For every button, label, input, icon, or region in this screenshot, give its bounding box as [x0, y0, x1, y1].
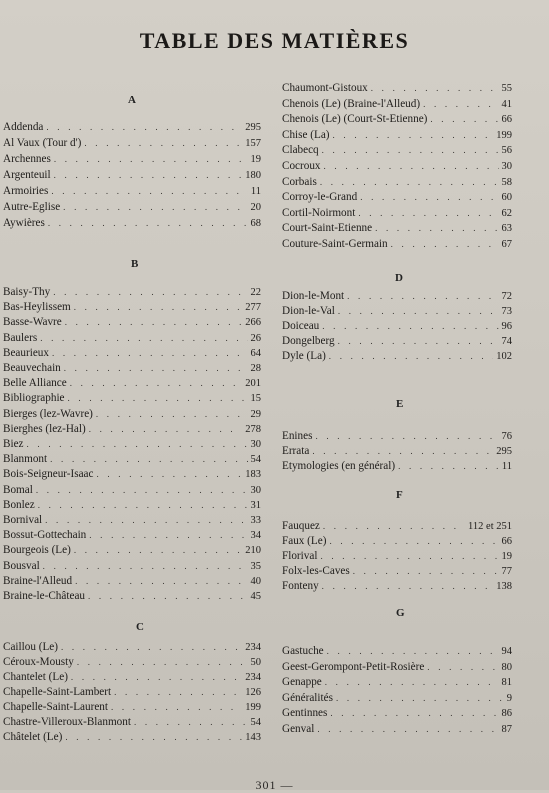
entry-page-number: 86 — [501, 708, 512, 719]
dot-leader — [65, 729, 242, 745]
entry-name: Bibliographie — [3, 392, 65, 405]
dot-leader — [333, 127, 494, 143]
entry-name: Bierghes (lez-Hal) — [3, 422, 86, 435]
index-entry — [282, 674, 512, 690]
entry-name: Armoiries — [3, 185, 49, 197]
entry-name: Gentinnes — [282, 707, 328, 719]
entry-page-number: 81 — [501, 677, 512, 688]
dot-leader — [54, 167, 243, 183]
entry-page-number: 58 — [501, 176, 512, 188]
dot-leader — [353, 563, 499, 579]
dot-leader — [51, 183, 248, 199]
dot-leader — [96, 406, 248, 422]
index-entry — [282, 458, 512, 474]
dot-leader — [323, 518, 465, 534]
dot-leader — [111, 699, 242, 715]
index-entry — [282, 189, 512, 205]
index-entry — [3, 390, 261, 406]
entry-page-number: 266 — [245, 317, 261, 329]
dot-leader — [338, 303, 499, 319]
entry-name: Autre-Eglise — [3, 201, 61, 213]
index-entry — [3, 714, 261, 730]
index-entry — [282, 333, 512, 349]
dot-leader — [65, 314, 243, 330]
section-letter-a: A — [128, 94, 136, 106]
dot-leader — [114, 684, 242, 700]
index-entry — [282, 533, 512, 549]
entry-name: Argenteuil — [3, 169, 51, 181]
entry-name: Errata — [282, 445, 310, 457]
index-entry — [3, 729, 261, 745]
entry-name: Fauquez — [282, 520, 320, 532]
entry-page-number: 55 — [501, 83, 512, 94]
entry-page-number: 34 — [250, 530, 261, 542]
index-entry — [3, 215, 261, 231]
entry-page-number: 72 — [501, 291, 512, 302]
index-entry — [282, 348, 512, 364]
entry-name: Doiceau — [282, 320, 320, 332]
page-number: 301 — — [255, 778, 294, 792]
entry-name: Bonlez — [3, 498, 35, 511]
index-entry — [282, 158, 512, 174]
entry-page-number: 183 — [245, 469, 261, 481]
dot-leader — [336, 690, 504, 706]
entry-name: Chapelle-Saint-Laurent — [3, 701, 108, 713]
entry-name: Dion-le-Mont — [282, 290, 345, 302]
index-entry — [3, 199, 261, 215]
dot-leader — [75, 573, 247, 589]
entry-name: Dion-le-Val — [282, 305, 335, 317]
section-letter-b: B — [131, 258, 139, 270]
dot-leader — [89, 421, 243, 437]
index-entry — [3, 436, 261, 452]
dot-leader — [70, 375, 243, 391]
entry-page-number: 94 — [501, 646, 512, 657]
index-entry — [282, 142, 512, 158]
entry-page-number: 234 — [245, 642, 261, 653]
entry-name: Blanmont — [3, 453, 48, 466]
index-entry — [3, 699, 261, 715]
entry-name: Braine-l'Alleud — [3, 574, 73, 587]
dot-leader — [50, 451, 247, 467]
index-entry — [282, 205, 512, 221]
index-entry — [282, 303, 512, 319]
dot-leader — [322, 578, 494, 594]
entry-page-number: 96 — [501, 321, 512, 332]
entry-name: Biez — [3, 438, 24, 450]
entry-page-number: 77 — [501, 566, 512, 577]
dot-leader — [320, 174, 499, 190]
entry-page-number: 30 — [250, 439, 261, 450]
section-letter-e: E — [396, 398, 404, 410]
dot-leader — [45, 512, 247, 528]
entry-name: Fonteny — [282, 580, 319, 592]
dot-leader — [64, 360, 248, 376]
entry-name: Etymologies (en général) — [282, 460, 396, 472]
dot-leader — [74, 542, 242, 558]
index-entry — [3, 466, 261, 482]
index-entry — [3, 135, 261, 151]
index-entry — [282, 563, 512, 579]
entry-page-number: 22 — [250, 287, 261, 298]
entry-page-number: 199 — [245, 702, 261, 713]
entry-name: Baulers — [3, 331, 38, 344]
entry-name: Céroux-Mousty — [3, 656, 74, 668]
entry-page-number: 11 — [501, 461, 512, 472]
index-entry — [282, 721, 512, 737]
section-letter-c: C — [136, 621, 144, 633]
dot-leader — [325, 674, 499, 690]
entry-name: Enines — [282, 430, 313, 442]
dot-leader — [329, 533, 498, 549]
dot-leader — [71, 669, 242, 685]
entry-page-number: 102 — [496, 351, 512, 362]
dot-leader — [61, 639, 242, 655]
entry-name: Genval — [282, 722, 315, 735]
entry-page-number: 41 — [501, 98, 512, 110]
index-entry — [282, 705, 512, 721]
index-entry — [3, 119, 261, 135]
dot-leader — [427, 659, 498, 675]
entry-name: Dongelberg — [282, 335, 335, 347]
entry-page-number: 35 — [250, 560, 261, 572]
dot-leader — [423, 96, 498, 112]
index-entry — [282, 127, 512, 143]
entry-name: Corroy-le-Grand — [282, 191, 358, 204]
entry-name: Bossut-Gottechain — [3, 529, 87, 542]
dot-leader — [97, 466, 243, 482]
index-entry — [3, 527, 261, 543]
entry-page-number: 277 — [245, 302, 261, 314]
index-entry — [282, 578, 512, 594]
index-entry — [282, 318, 512, 334]
index-entry — [282, 428, 512, 444]
index-entry — [282, 220, 512, 236]
index-entry — [282, 236, 512, 252]
entry-name: Caillou (Le) — [3, 641, 58, 653]
entry-page-number: 295 — [245, 122, 261, 133]
entry-name: Al Vaux (Tour d') — [3, 137, 82, 149]
dot-leader — [327, 643, 499, 659]
dot-leader — [43, 558, 248, 574]
dot-leader — [330, 705, 498, 721]
entry-page-number: 19 — [250, 154, 261, 165]
dot-leader — [312, 443, 493, 459]
index-entry — [3, 167, 261, 183]
entry-name: Chantelet (Le) — [3, 671, 68, 683]
dot-leader — [27, 436, 248, 452]
entry-page-number: 73 — [501, 306, 512, 317]
entry-page-number: 138 — [496, 581, 512, 592]
dot-leader — [360, 189, 498, 205]
entry-name: Bomal — [3, 483, 33, 496]
entry-name: Basse-Wavre — [3, 316, 62, 329]
entry-page-number: 33 — [250, 515, 261, 526]
index-entry — [282, 548, 512, 564]
entry-name: Bousval — [3, 559, 40, 572]
entry-name: Châtelet (Le) — [3, 731, 63, 743]
entry-page-number: 112 et 251 — [468, 521, 512, 532]
entry-page-number: 143 — [245, 732, 261, 743]
index-entry — [3, 299, 261, 315]
entry-page-number: 199 — [496, 129, 512, 141]
entry-name: Couture-Saint-Germain — [282, 238, 388, 250]
index-entry — [3, 512, 261, 528]
index-entry — [3, 542, 261, 558]
entry-page-number: 30 — [250, 484, 261, 496]
entry-name: Court-Saint-Etienne — [282, 222, 373, 235]
dot-leader — [53, 284, 247, 300]
dot-leader — [322, 318, 498, 334]
index-entry — [3, 330, 261, 346]
entry-name: Bois-Seigneur-Isaac — [3, 468, 94, 481]
entry-name: Chapelle-Saint-Lambert — [3, 686, 112, 698]
dot-leader — [89, 527, 247, 543]
index-entry — [3, 558, 261, 574]
index-entry — [3, 345, 261, 361]
entry-name: Chastre-Villeroux-Blanmont — [3, 716, 131, 728]
entry-name: Florival — [282, 550, 318, 562]
entry-name: Beaurieux — [3, 346, 49, 359]
index-entry — [3, 451, 261, 467]
dot-leader — [38, 497, 248, 513]
entry-page-number: 74 — [501, 336, 512, 347]
entry-name: Folx-les-Caves — [282, 565, 350, 577]
entry-page-number: 30 — [501, 161, 512, 172]
entry-name: Belle Alliance — [3, 377, 67, 390]
entry-name: Bierges (lez-Wavre) — [3, 407, 93, 420]
dot-leader — [54, 151, 248, 167]
entry-page-number: 15 — [250, 393, 261, 405]
entry-name: Braine-le-Château — [3, 590, 85, 602]
dot-leader — [322, 142, 499, 158]
entry-page-number: 26 — [250, 332, 261, 344]
entry-name: Genappe — [282, 676, 322, 688]
index-entry — [3, 406, 261, 422]
entry-name: Bourgeois (Le) — [3, 544, 71, 557]
entry-page-number: 45 — [250, 591, 261, 602]
section-letter-d: D — [395, 272, 403, 284]
index-entry — [282, 80, 512, 96]
entry-name: Dyle (La) — [282, 350, 326, 362]
entry-page-number: 157 — [245, 138, 261, 149]
entry-page-number: 56 — [501, 145, 512, 157]
entry-page-number: 80 — [501, 661, 512, 673]
dot-leader — [324, 158, 499, 174]
entry-name: Généralités — [282, 691, 333, 704]
entry-page-number: 201 — [245, 378, 261, 390]
dot-leader — [315, 428, 498, 444]
entry-name: Chise (La) — [282, 128, 330, 141]
index-entry — [282, 518, 512, 534]
entry-name: Clabecq — [282, 144, 319, 157]
entry-page-number: 66 — [501, 114, 512, 126]
index-entry — [282, 643, 512, 659]
entry-page-number: 62 — [501, 207, 512, 219]
index-entry — [3, 151, 261, 167]
index-entry — [282, 443, 512, 459]
entry-name: Cocroux — [282, 160, 321, 172]
entry-name: Aywières — [3, 217, 45, 229]
entry-name: Archennes — [3, 153, 51, 165]
dot-leader — [320, 548, 498, 564]
entry-page-number: 20 — [250, 202, 261, 213]
index-entry — [3, 284, 261, 300]
entry-page-number: 9 — [506, 692, 512, 704]
entry-page-number: 11 — [250, 186, 261, 197]
dot-leader — [430, 111, 498, 127]
entry-name: Beauvechain — [3, 362, 61, 374]
entry-page-number: 64 — [250, 347, 261, 359]
dot-leader — [375, 220, 498, 236]
index-entry — [3, 183, 261, 199]
entry-page-number: 210 — [245, 545, 261, 557]
dot-leader — [338, 333, 499, 349]
entry-name: Faux (Le) — [282, 535, 327, 547]
entry-name: Chenois (Le) (Braine-l'Alleud) — [282, 97, 421, 110]
entry-page-number: 60 — [501, 192, 512, 204]
entry-page-number: 67 — [501, 239, 512, 250]
section-letter-f: F — [396, 489, 403, 501]
entry-page-number: 76 — [501, 431, 512, 442]
index-entry — [3, 482, 261, 498]
index-entry — [282, 690, 512, 706]
entry-page-number: 180 — [245, 170, 261, 181]
dot-leader — [48, 215, 248, 231]
entry-name: Cortil-Noirmont — [282, 206, 356, 219]
index-entry — [3, 684, 261, 700]
entry-page-number: 19 — [501, 551, 512, 562]
dot-leader — [52, 345, 248, 361]
entry-name: Corbais — [282, 175, 317, 188]
entry-name: Chenois (Le) (Court-St-Etienne) — [282, 113, 428, 126]
index-entry — [3, 588, 261, 604]
dot-leader — [329, 348, 493, 364]
entry-page-number: 54 — [250, 454, 261, 466]
entry-page-number: 40 — [250, 575, 261, 587]
index-entry — [282, 111, 512, 127]
index-entry — [3, 314, 261, 330]
entry-page-number: 29 — [250, 408, 261, 420]
dot-leader — [74, 299, 243, 315]
index-entry — [3, 497, 261, 513]
entry-page-number: 50 — [250, 657, 261, 668]
dot-leader — [63, 199, 247, 215]
dot-leader — [68, 390, 248, 406]
dot-leader — [84, 135, 242, 151]
entry-name: Chaumont-Gistoux — [282, 82, 368, 94]
entry-page-number: 295 — [496, 446, 512, 457]
entry-page-number: 68 — [250, 218, 261, 229]
page-title: TABLE DES MATIÈRES — [139, 28, 410, 53]
entry-name: Bornival — [3, 514, 43, 526]
entry-page-number: 87 — [501, 723, 512, 735]
index-entry — [282, 288, 512, 304]
dot-leader — [46, 119, 242, 135]
entry-page-number: 63 — [501, 223, 512, 235]
index-entry — [3, 360, 261, 376]
entry-page-number: 126 — [245, 687, 261, 698]
dot-leader — [358, 205, 498, 221]
dot-leader — [134, 714, 248, 730]
index-entry — [3, 654, 261, 670]
entry-name: Geest-Gerompont-Petit-Rosière — [282, 660, 425, 673]
entry-name: Gastuche — [282, 645, 324, 657]
entry-page-number: 28 — [250, 363, 261, 374]
section-letter-g: G — [396, 607, 405, 619]
dot-leader — [36, 482, 248, 498]
index-entry — [3, 375, 261, 391]
entry-page-number: 278 — [245, 423, 261, 435]
dot-leader — [317, 721, 498, 737]
entry-name: Baisy-Thy — [3, 286, 51, 298]
index-entry — [3, 573, 261, 589]
entry-page-number: 31 — [250, 499, 261, 511]
dot-leader — [88, 588, 248, 604]
dot-leader — [77, 654, 248, 670]
entry-page-number: 66 — [501, 536, 512, 547]
index-entry — [3, 639, 261, 655]
dot-leader — [347, 288, 498, 304]
entry-name: Addenda — [3, 121, 44, 133]
dot-leader — [398, 458, 499, 474]
entry-name: Bas-Heylissem — [3, 301, 71, 314]
index-entry — [282, 659, 512, 675]
entry-page-number: 234 — [245, 672, 261, 683]
dot-leader — [40, 330, 247, 346]
index-entry — [282, 174, 512, 190]
index-entry — [3, 421, 261, 437]
index-entry — [3, 669, 261, 685]
dot-leader — [371, 80, 499, 96]
entry-page-number: 54 — [250, 717, 261, 728]
index-entry — [282, 96, 512, 112]
dot-leader — [391, 236, 499, 252]
